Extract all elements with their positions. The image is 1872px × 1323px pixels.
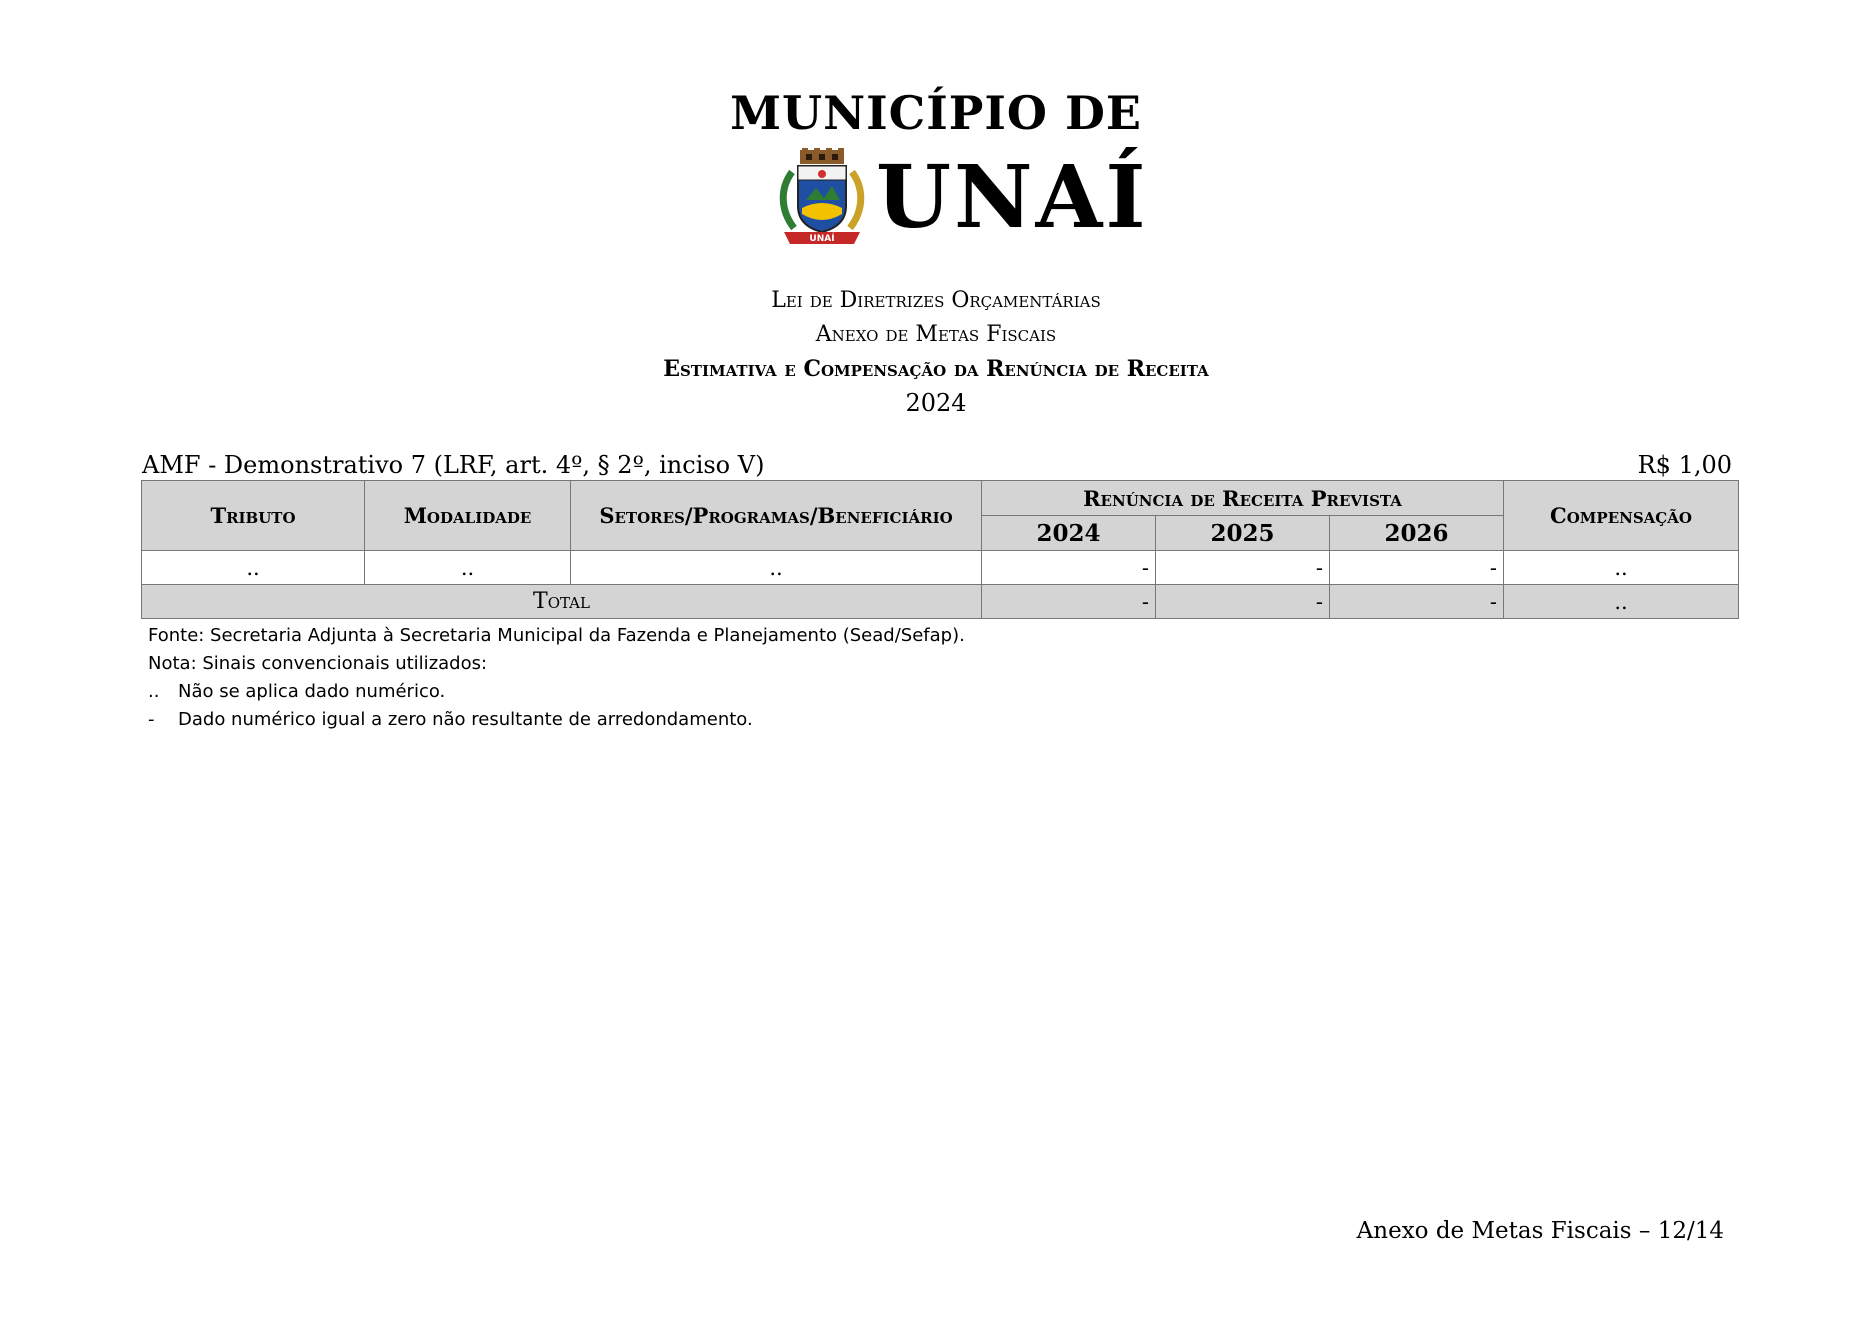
- cell-tributo: ..: [142, 551, 365, 585]
- table-notes: [148, 622, 965, 734]
- note-fonte: Fonte: Secretaria Adjunta à Secretaria Municipal da Fazenda e Planejamento (Sead/Sefap).: [148, 625, 965, 646]
- cell-compensacao: ..: [1504, 551, 1739, 585]
- note-item: [148, 706, 965, 734]
- demonstrativo-row: [142, 450, 1732, 480]
- header-year-2025: 2025: [1156, 516, 1330, 551]
- header-compensacao: Compensação: [1504, 481, 1739, 551]
- page-footer: Anexo de Metas Fiscais – 12/14: [1356, 1218, 1724, 1244]
- renuncia-table: [141, 480, 1739, 619]
- coat-of-arms-icon: [776, 148, 868, 248]
- total-compensacao: ..: [1504, 585, 1739, 619]
- header-nome: UNAÍ: [876, 147, 1149, 248]
- cell-2026: -: [1330, 551, 1504, 585]
- cell-modalidade: ..: [365, 551, 571, 585]
- header-renuncia: Renúncia de Receita Prevista: [982, 481, 1504, 516]
- title-estimativa: Estimativa e Compensação da Renúncia de Receita: [663, 356, 1209, 382]
- header-year-2026: 2026: [1330, 516, 1504, 551]
- note-item: [148, 678, 965, 706]
- header-logo: [776, 148, 1149, 248]
- note-text: Não se aplica dado numérico.: [178, 681, 446, 702]
- header-municipio: MUNICÍPIO DE: [730, 86, 1142, 140]
- note-text: Dado numérico igual a zero não resultante de arredondamento.: [178, 709, 753, 730]
- title-ldo: Lei de Diretrizes Orçamentárias: [771, 288, 1101, 313]
- total-2024: -: [982, 585, 1156, 619]
- crest-ribbon-text: UNAÍ: [809, 234, 835, 244]
- demonstrativo-label: AMF - Demonstrativo 7 (LRF, art. 4º, § 2º, inciso V): [142, 451, 765, 479]
- total-2026: -: [1330, 585, 1504, 619]
- cell-2024: -: [982, 551, 1156, 585]
- header-modalidade: Modalidade: [365, 481, 571, 551]
- note-symbol: ..: [148, 681, 160, 702]
- total-2025: -: [1156, 585, 1330, 619]
- total-row: [142, 585, 1739, 619]
- title-year: 2024: [905, 389, 967, 417]
- cell-2025: -: [1156, 551, 1330, 585]
- title-anexo: Anexo de Metas Fiscais: [815, 322, 1057, 347]
- note-symbol: -: [148, 709, 155, 730]
- header-setores: Setores/Programas/Beneficiário: [571, 481, 982, 551]
- note-nota: Nota: Sinais convencionais utilizados:: [148, 653, 488, 674]
- cell-setores: ..: [571, 551, 982, 585]
- currency-unit: R$ 1,00: [1637, 451, 1732, 479]
- total-label: Total: [142, 585, 982, 619]
- header-tributo: Tributo: [142, 481, 365, 551]
- header-year-2024: 2024: [982, 516, 1156, 551]
- table-row: [142, 551, 1739, 585]
- document-titles: [0, 284, 1872, 420]
